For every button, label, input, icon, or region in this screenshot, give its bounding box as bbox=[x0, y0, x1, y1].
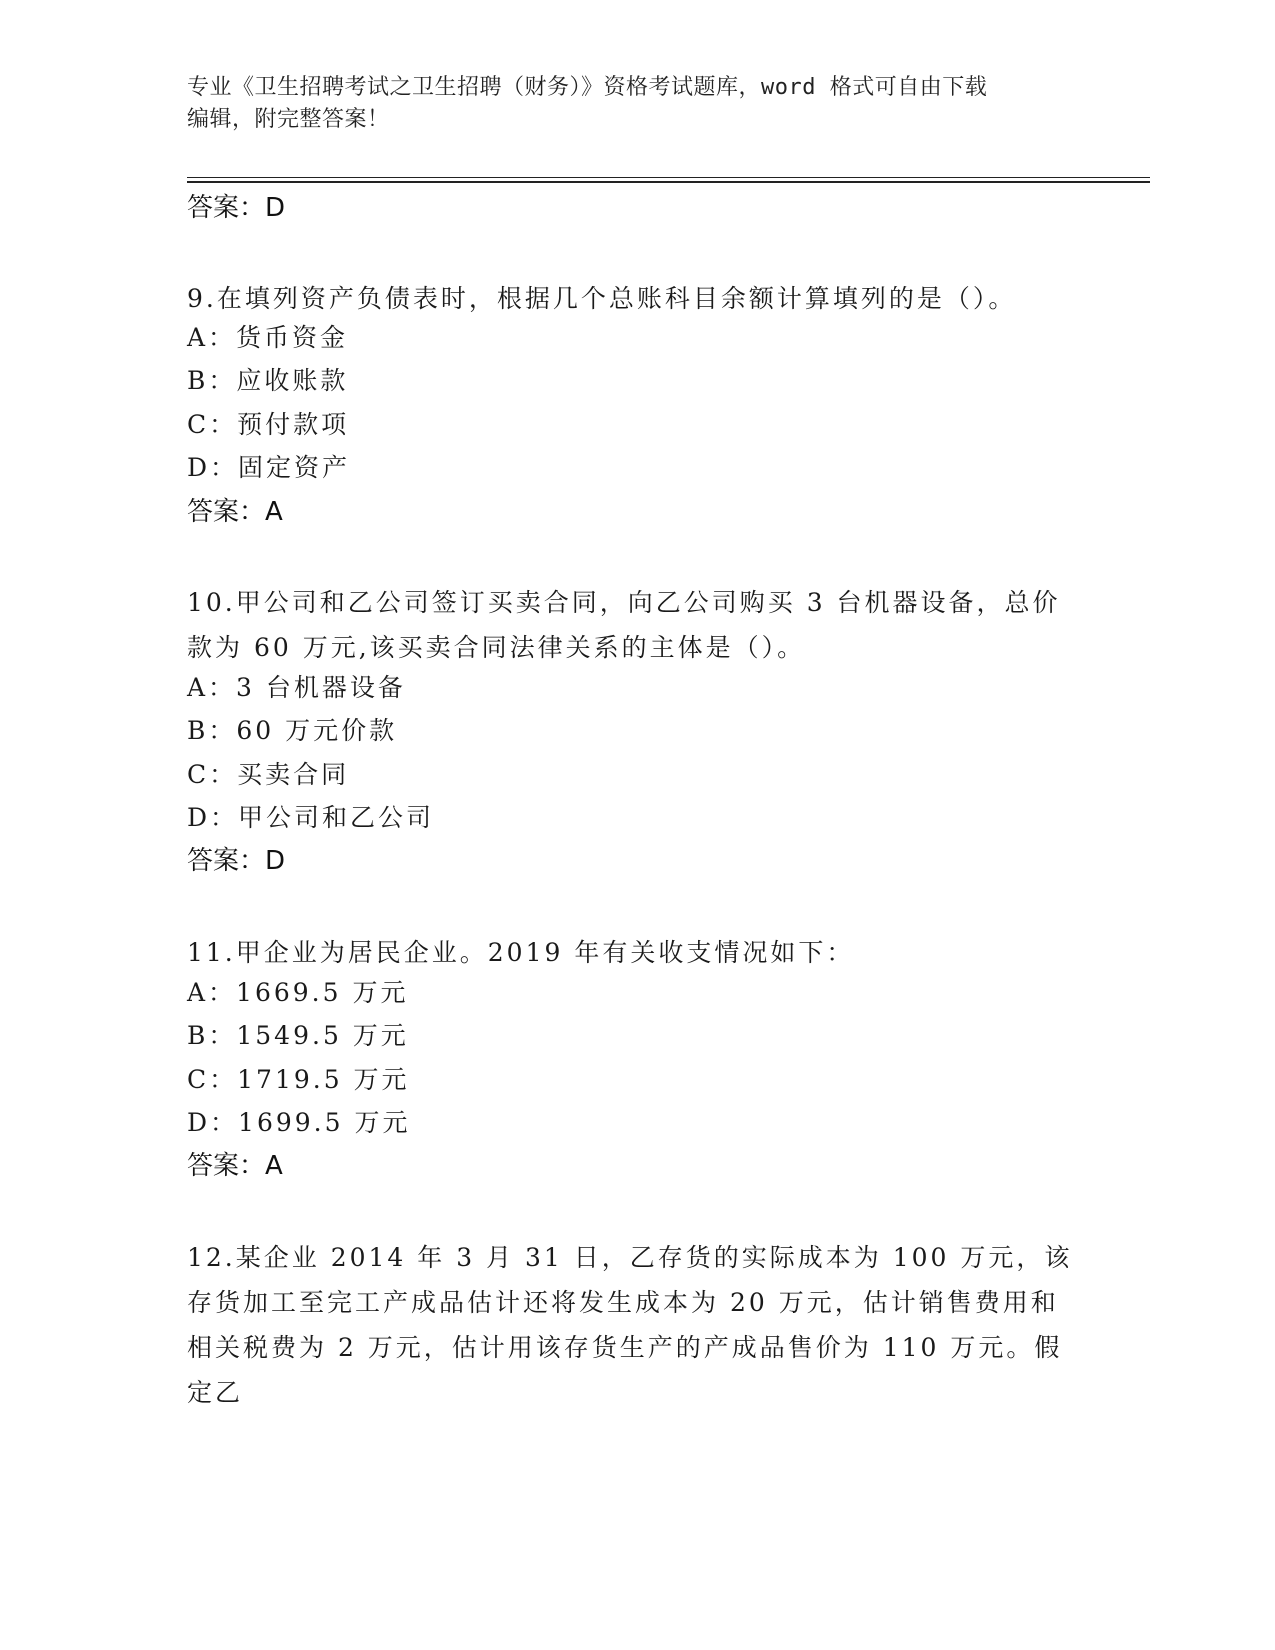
question-11-option-c: C：1719.5 万元 bbox=[187, 1065, 410, 1094]
page-header bbox=[187, 72, 1087, 136]
question-10-option-a: A：3 台机器设备 bbox=[187, 673, 406, 702]
question-10-option-b: B：60 万元价款 bbox=[187, 716, 398, 745]
answer-prev: 答案：D bbox=[187, 193, 286, 223]
header-line-2: 编辑，附完整答案！ bbox=[187, 107, 390, 132]
question-11-text: 11.甲企业为居民企业。2019 年有关收支情况如下： bbox=[187, 938, 855, 967]
header-rule-thin bbox=[187, 177, 1150, 178]
question-9-option-b: B：应收账款 bbox=[187, 366, 349, 395]
question-11-option-a: A：1669.5 万元 bbox=[187, 978, 409, 1007]
question-9-option-d: D：固定资产 bbox=[187, 453, 351, 482]
question-9-answer: 答案：A bbox=[187, 497, 283, 527]
header-line-1: 专业《卫生招聘考试之卫生招聘（财务）》资格考试题库，word 格式可自由下载 bbox=[187, 75, 988, 100]
question-10-answer: 答案：D bbox=[187, 846, 286, 876]
question-9-option-c: C：预付款项 bbox=[187, 410, 350, 439]
question-11-option-d: D：1699.5 万元 bbox=[187, 1108, 411, 1137]
question-11-answer: 答案：A bbox=[187, 1151, 283, 1181]
question-11-option-b: B：1549.5 万元 bbox=[187, 1021, 409, 1050]
question-10-text: 10.甲公司和乙公司签订买卖合同，向乙公司购买 3 台机器设备，总价款为 60 万元,该买卖合同法律关系的主体是（）。 bbox=[187, 588, 1061, 662]
question-12-text: 12.某企业 2014 年 3 月 31 日，乙存货的实际成本为 100 万元，该存货加工至完工产成品估计还将发生成本为 20 万元，估计销售费用和相关税费为 2 万元，估计用该存货生产的产成品售价为 110 万元。假定乙 bbox=[187, 1243, 1073, 1407]
question-10-option-d: D：甲公司和乙公司 bbox=[187, 803, 435, 832]
question-9-text: 9.在填列资产负债表时，根据几个总账科目余额计算填列的是（）。 bbox=[187, 284, 1017, 313]
question-10-option-c: C：买卖合同 bbox=[187, 760, 350, 789]
header-rule-thick bbox=[187, 181, 1150, 183]
question-9-option-a: A：货币资金 bbox=[187, 323, 349, 352]
